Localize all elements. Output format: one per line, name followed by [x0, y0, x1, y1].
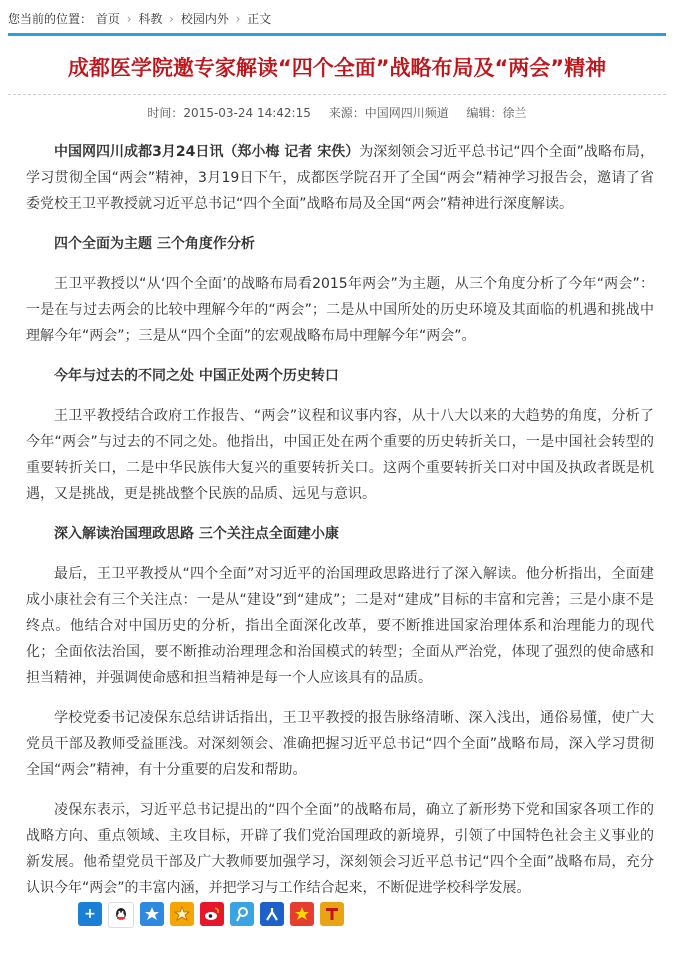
breadcrumb: [8, 10, 668, 32]
t-icon[interactable]: [320, 902, 344, 926]
breadcrumb-home[interactable]: 首页: [95, 12, 120, 26]
chevron-right-icon: ›: [169, 12, 174, 26]
lead-text: 为深刻领会习近平总书记“四个全面”战略布局，学习贯彻全国“两会”精神，3月19日下午，成都医学院召开了全国“两会”精神学习报告会，邀请了省委党校王卫平教授就习近平总书记“四个全面”战略布局及全国“两会”精神进行深度解读。: [26, 144, 654, 212]
paragraph-2: 王卫平教授结合政府工作报告、“两会”议程和议事内容，从十八大以来的大趋势的角度，分析了今年“两会”与过去的不同之处。他指出，中国正处在两个重要的历史转折关口，一是中国社会转型的重要转折关口，二是中华民族伟大复兴的重要转折关口。这两个重要转折关口对中国及执政者既是机遇，又是挑战，更是挑战整个民族的品质、远见与意识。: [26, 408, 654, 502]
article-editor: 编辑：徐兰: [466, 106, 527, 120]
paragraph-5: 凌保东表示，习近平总书记提出的“四个全面”的战略布局，确立了新形势下党和国家各项工作的战略方向、重点领域、主攻目标，开辟了我们党治国理政的新境界，引领了中国特色社会主义事业的新发展。他希望党员干部及广大教师要加强学习，深刻领会习近平总书记“四个全面”战略布局，充分认识今年“两会”的丰富内涵，并把学习与工作结合起来，不断促进学校科学发展。: [26, 802, 654, 896]
tencent-weibo-icon[interactable]: [230, 902, 254, 926]
section-heading-1: 四个全面为主题 三个角度作分析: [54, 236, 255, 252]
breadcrumb-prefix: 您当前的位置：: [8, 12, 93, 26]
publish-time: 时间：2015-03-24 14:42:15: [147, 106, 311, 120]
article-body: [26, 139, 654, 915]
kaixin-icon[interactable]: [290, 902, 314, 926]
chevron-right-icon: ›: [235, 12, 241, 26]
breadcrumb-campus[interactable]: 校园内外: [180, 12, 229, 26]
article-meta: [8, 104, 666, 121]
share-bar: [78, 902, 344, 928]
header-divider: [8, 33, 666, 36]
article-source: 来源：中国网四川频道: [328, 106, 449, 120]
chevron-right-icon: ›: [126, 12, 132, 26]
lead-dateline: 中国网四川成都3月24日讯（郑小梅 记者 宋佚）: [54, 144, 360, 160]
qzone-icon[interactable]: [140, 902, 164, 926]
section-heading-2: 今年与过去的不同之处 中国正处两个历史转口: [54, 368, 339, 384]
people-icon[interactable]: [260, 902, 284, 926]
article-title: 成都医学院邀专家解读“四个全面”战略布局及“两会”精神: [67, 56, 607, 80]
qq-icon[interactable]: [108, 902, 134, 928]
breadcrumb-keji[interactable]: 科教: [138, 12, 163, 26]
paragraph-4: 学校党委书记凌保东总结讲话指出，王卫平教授的报告脉络清晰、深入浅出，通俗易懂，使广大党员干部及教师受益匪浅。对深刻领会、准确把握习近平总书记“四个全面”战略布局，深入学习贯彻全国“两会”精神，有十分重要的启发和帮助。: [26, 710, 654, 778]
title-divider: [8, 94, 666, 95]
lead-paragraph: [26, 139, 654, 217]
favorite-star-icon[interactable]: [170, 902, 194, 926]
paragraph-1: 王卫平教授以“从‘四个全面’的战略布局看2015年两会”为主题，从三个角度分析了今年“两会”：一是在与过去两会的比较中理解今年的“两会”；二是从中国所处的历史环境及其面临的机遇和挑战中理解今年“两会”；三是从“四个全面”的宏观战略布局中理解今年“两会”。: [26, 276, 654, 344]
breadcrumb-current: 正文: [247, 12, 272, 26]
paragraph-3: 最后，王卫平教授从“四个全面”对习近平的治国理政思路进行了深入解读。他分析指出，全面建成小康社会有三个关注点：一是从“建设”到“建成”；二是对“建成”目标的丰富和完善；三是小康不是终点。他结合对中国历史的分析，指出全面深化改革，要不断推进国家治理体系和治理能力的现代化；全面依法治国，要不断推动治理理念和治国模式的转型；全面从严治党，体现了强烈的使命感和担当精神，并强调使命感和担当精神是每一个人应该具有的品质。: [26, 566, 654, 686]
section-heading-3: 深入解读治国理政思路 三个关注点全面建小康: [54, 526, 339, 542]
share-more-icon[interactable]: +: [78, 902, 102, 926]
sina-weibo-icon[interactable]: [200, 902, 224, 926]
